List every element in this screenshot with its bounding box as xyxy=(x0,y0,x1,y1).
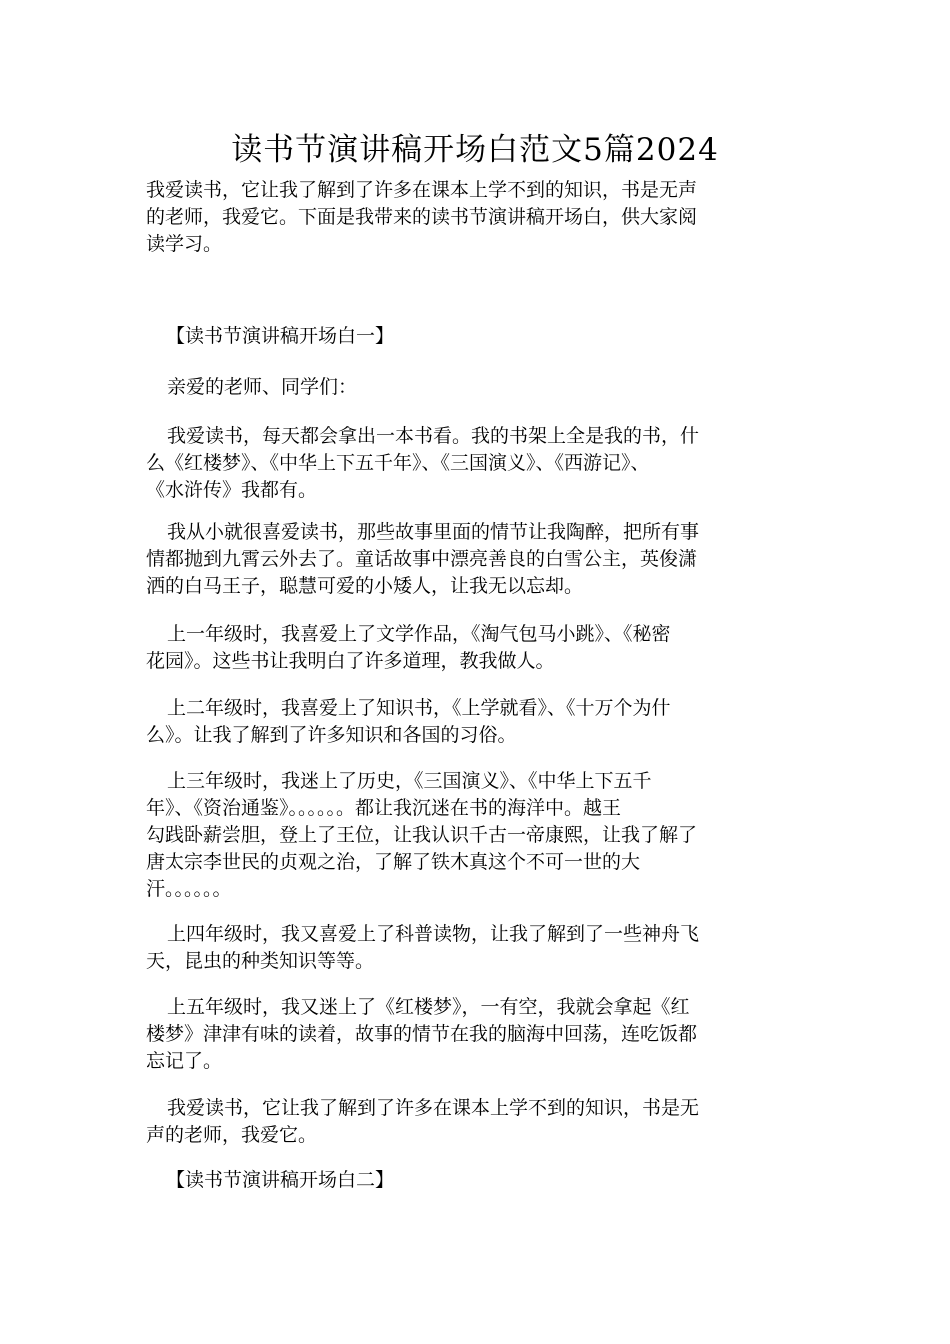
document-title: 读书节演讲稿开场白范文5篇2024 xyxy=(231,132,719,168)
paragraph-8: 我爱读书，它让我了解到了许多在课本上学不到的知识，书是无 声的老师，我爱它。 xyxy=(146,1097,700,1146)
paragraph-7: 上五年级时，我又迷上了《红楼梦》，一有空，我就会拿起《红 楼梦》津津有味的读着，故事的情节在我的脑海中回荡，连吃饭都 忘记了。 xyxy=(146,996,698,1072)
paragraph-5: 上三年级时，我迷上了历史，《三国演义》、《中华上下五千 年》、《资治通鉴》。。。。。。都让我沉迷在书的海洋中。越王 勾践卧薪尝胆，登上了王位，让我认识千古一帝康熙，让我了解了 唐太宗李世民的贞观之治，了解了铁木真这个不可一世的大 汗。。。。。。 xyxy=(146,770,698,900)
paragraph-2: 我从小就很喜爱读书，那些故事里面的情节让我陶醉，把所有事 情都抛到九霄云外去了。童话故事中漂亮善良的白雪公主，英俊潇 洒的白马王子，聪慧可爱的小矮人，让我无以忘却。 xyxy=(146,521,700,597)
paragraph-1: 我爱读书，每天都会拿出一本书看。我的书架上全是我的书，什 么《红楼梦》、《中华上下五千年》、《三国演义》、《西游记》、 《水浒传》我都有。 xyxy=(146,425,700,501)
section-heading-2: 【读书节演讲稿开场白二】 xyxy=(166,1169,395,1191)
paragraph-4: 上二年级时，我喜爱上了知识书，《上学就看》、《十万个为什 么》。让我了解到了许多知识和各国的习俗。 xyxy=(146,697,671,746)
paragraph-6: 上四年级时，我又喜爱上了科普读物，让我了解到了一些神舟飞 天，昆虫的种类知识等等。 xyxy=(146,923,700,972)
greeting: 亲爱的老师、同学们： xyxy=(167,376,358,398)
section-heading-1: 【读书节演讲稿开场白一】 xyxy=(166,325,395,347)
intro-paragraph: 我爱读书，它让我了解到了许多在课本上学不到的知识，书是无声 的老师，我爱它。下面是我带来的读书节演讲稿开场白，供大家阅 读学习。 xyxy=(146,179,698,255)
paragraph-3: 上一年级时，我喜爱上了文学作品，《淘气包马小跳》、《秘密 花园》。这些书让我明白了许多道理，教我做人。 xyxy=(146,623,671,672)
